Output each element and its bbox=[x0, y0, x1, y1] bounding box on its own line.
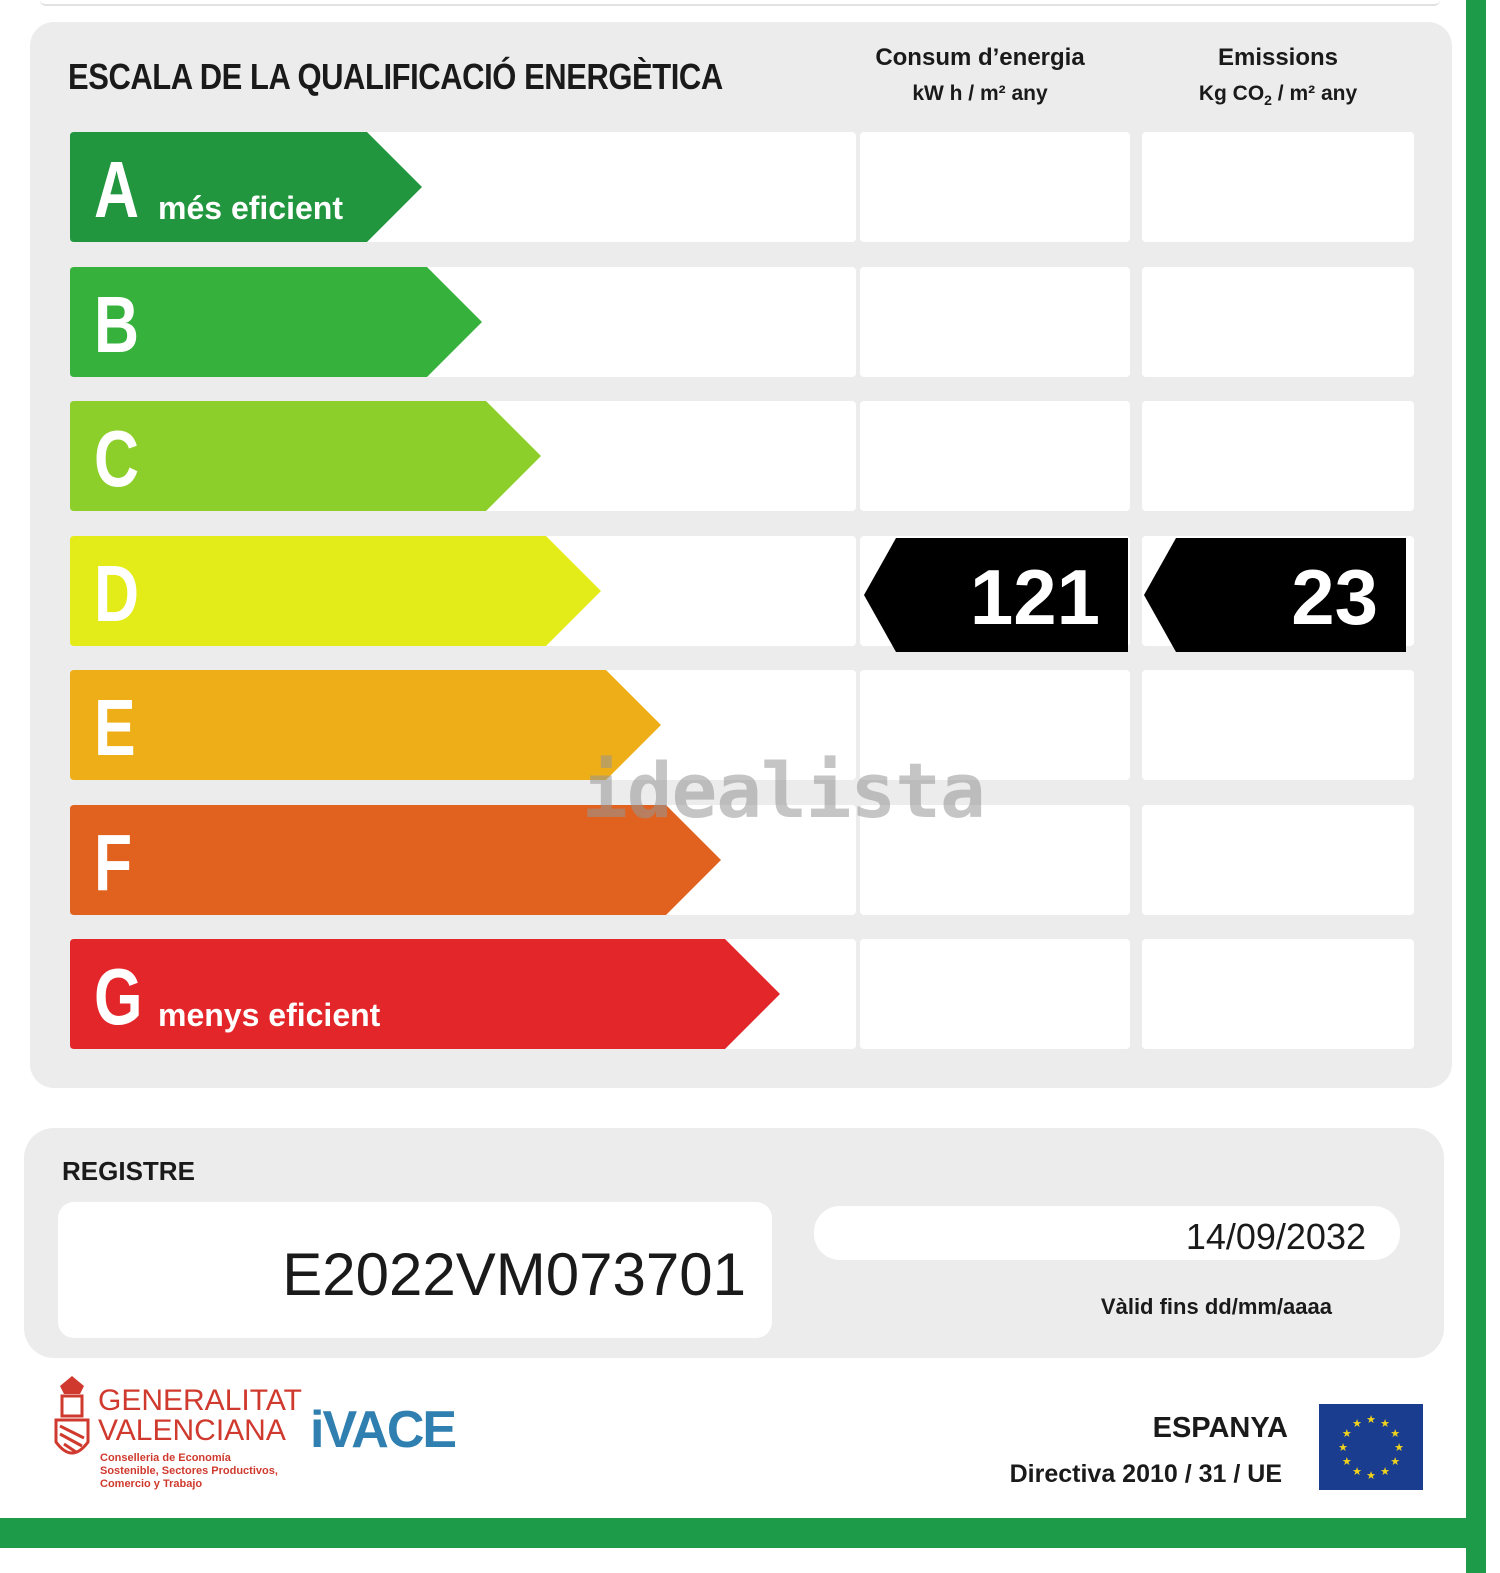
rating-letter-d: D bbox=[94, 549, 140, 638]
emissions-cell bbox=[1142, 805, 1414, 915]
rating-letter-f: F bbox=[94, 818, 133, 907]
rating-letter-a: A bbox=[94, 145, 140, 234]
eu-star-icon: ★ bbox=[1366, 1470, 1376, 1482]
rating-letter-g: G bbox=[94, 952, 143, 1041]
rating-arrow-e bbox=[70, 670, 661, 780]
watermark: idealista bbox=[582, 746, 985, 835]
eu-star-icon: ★ bbox=[1352, 1466, 1362, 1479]
eu-star-icon: ★ bbox=[1341, 1456, 1352, 1468]
emissions-header bbox=[1148, 44, 1408, 108]
emissions-cell bbox=[1142, 939, 1414, 1049]
eu-flag-icon bbox=[1319, 1404, 1423, 1490]
consumption-cell bbox=[860, 939, 1130, 1049]
emissions-cell bbox=[1142, 267, 1414, 377]
rating-sublabel-a: més eficient bbox=[158, 190, 343, 226]
eu-star-icon: ★ bbox=[1380, 1466, 1390, 1479]
rating-sublabel-g: menys eficient bbox=[158, 997, 381, 1033]
generalitat-shield-icon bbox=[52, 1372, 92, 1464]
green-frame-right bbox=[1466, 0, 1486, 1573]
rating-letter-b: B bbox=[94, 280, 140, 369]
eu-star-icon: ★ bbox=[1390, 1456, 1401, 1468]
consumption-cell bbox=[860, 401, 1130, 511]
country-label: ESPANYA bbox=[1152, 1412, 1288, 1444]
ivace-logo: iVACE bbox=[310, 1401, 456, 1459]
valid-date-value: 14/09/2032 bbox=[1185, 1216, 1366, 1257]
rating-arrow-c bbox=[70, 401, 541, 511]
emissions-unit: Kg $CO_2 / m^2$ any bbox=[1198, 82, 1358, 109]
emissions-value: 23 bbox=[1291, 553, 1378, 641]
valid-date-label: Vàlid fins dd/mm/aaaa bbox=[1100, 1294, 1332, 1319]
consumption-unit: kW h / m² any bbox=[912, 82, 1048, 105]
eu-star-icon: ★ bbox=[1341, 1428, 1352, 1440]
emissions-cell bbox=[1142, 132, 1414, 242]
rating-arrow-d bbox=[70, 536, 601, 646]
emissions-cell bbox=[1142, 401, 1414, 511]
directive-label: Directiva 2010 / 31 / UE bbox=[1009, 1460, 1282, 1488]
eu-star-icon: ★ bbox=[1380, 1417, 1390, 1430]
eu-star-icon: ★ bbox=[1352, 1417, 1362, 1430]
eu-star-icon: ★ bbox=[1394, 1442, 1404, 1454]
consumption-value: 121 bbox=[969, 553, 1100, 641]
emissions-cell bbox=[1142, 670, 1414, 780]
eu-star-icon: ★ bbox=[1366, 1414, 1376, 1426]
top-divider bbox=[40, 0, 1440, 6]
consumption-cell bbox=[860, 132, 1130, 242]
consumption-cell bbox=[860, 267, 1130, 377]
rating-letter-e: E bbox=[94, 683, 136, 772]
registry-number: E2022VM073701 bbox=[282, 1241, 746, 1308]
consumption-header bbox=[858, 44, 1102, 106]
generalitat-department: Conselleria de Economía Sostenible, Sectores Productivos, Comercio y Trabajo bbox=[100, 1452, 278, 1490]
generalitat-logo-text: GENERALITAT VALENCIANA bbox=[98, 1384, 302, 1447]
consumption-title: Consum d’energia bbox=[875, 44, 1085, 71]
eu-star-icon: ★ bbox=[1338, 1442, 1348, 1454]
eu-star-icon: ★ bbox=[1390, 1428, 1401, 1440]
page-title: ESCALA DE LA QUALIFICACIÓ ENERGÈTICA bbox=[68, 56, 723, 97]
registry-label: REGISTRE bbox=[62, 1156, 195, 1186]
emissions-title: Emissions bbox=[1217, 44, 1339, 71]
rating-letter-c: C bbox=[94, 414, 140, 503]
green-frame-bottom bbox=[0, 1518, 1486, 1548]
